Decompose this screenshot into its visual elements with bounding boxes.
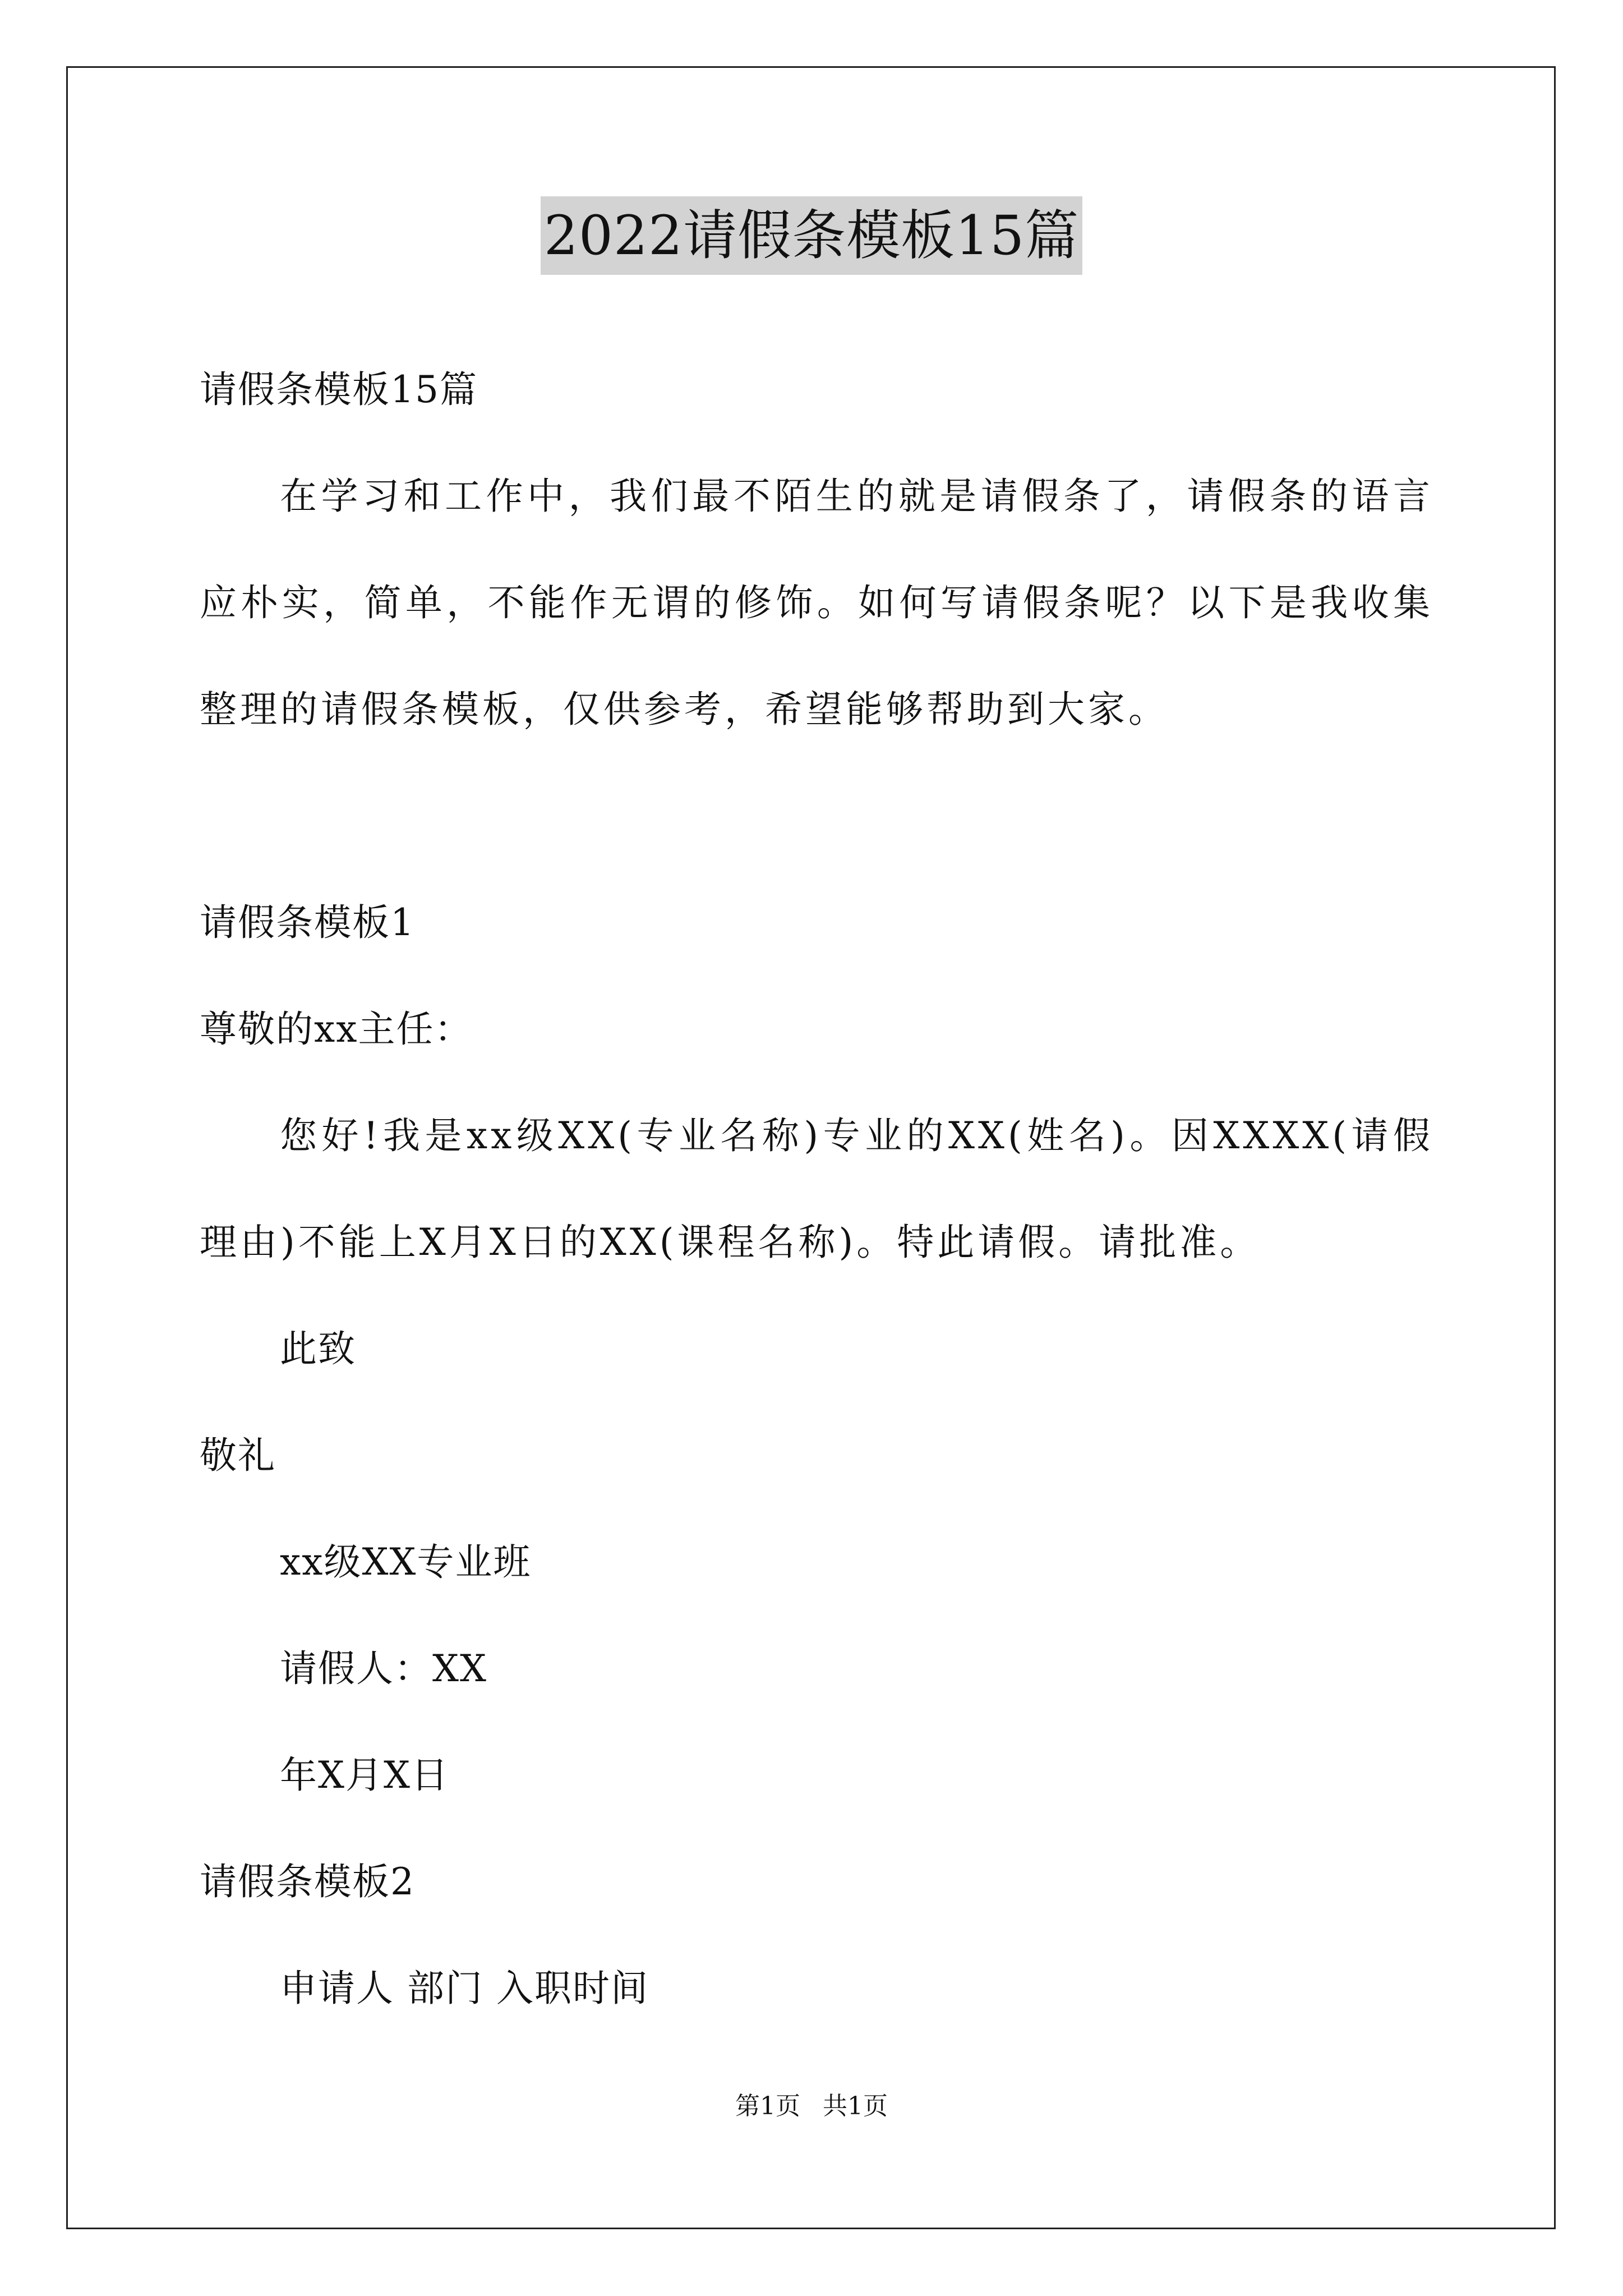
template1-salutation: 尊敬的xx主任： (200, 1007, 473, 1051)
template1-closing1: 此致 (280, 1327, 356, 1370)
template2-heading: 请假条模板2 (200, 1860, 415, 1903)
template1-body: 您好!我是xx级XX(专业名称)专业的XX(姓名)。因XXXX(请假理由)不能上X月X日的XX(课程名称)。特此请假。请批准。 (200, 1114, 1433, 1264)
subtitle: 请假条模板15篇 (200, 368, 478, 411)
template1-closing2: 敬礼 (200, 1434, 276, 1477)
document-title: 2022请假条模板15篇 (541, 196, 1082, 275)
intro-paragraph: 在学习和工作中，我们最不陌生的就是请假条了，请假条的语言应朴实，简单，不能作无谓的修饰。如何写请假条呢？以下是我收集整理的请假条模板，仅供参考，希望能够帮助到大家。 (200, 475, 1433, 731)
template1-date: 年X月X日 (280, 1754, 449, 1797)
spacer (200, 763, 1433, 869)
page-total: 共1页 (823, 2092, 888, 2120)
document-body (200, 337, 1433, 2042)
template2-fields: 申请人 部门 入职时间 (280, 1967, 649, 2010)
template1-heading: 请假条模板1 (200, 901, 415, 944)
template1-applicant: 请假人：XX (280, 1647, 487, 1690)
template1-class: xx级XX专业班 (280, 1540, 532, 1584)
page-footer (0, 2090, 1623, 2123)
page-number: 第1页 (735, 2092, 800, 2120)
title-container (0, 196, 1623, 275)
